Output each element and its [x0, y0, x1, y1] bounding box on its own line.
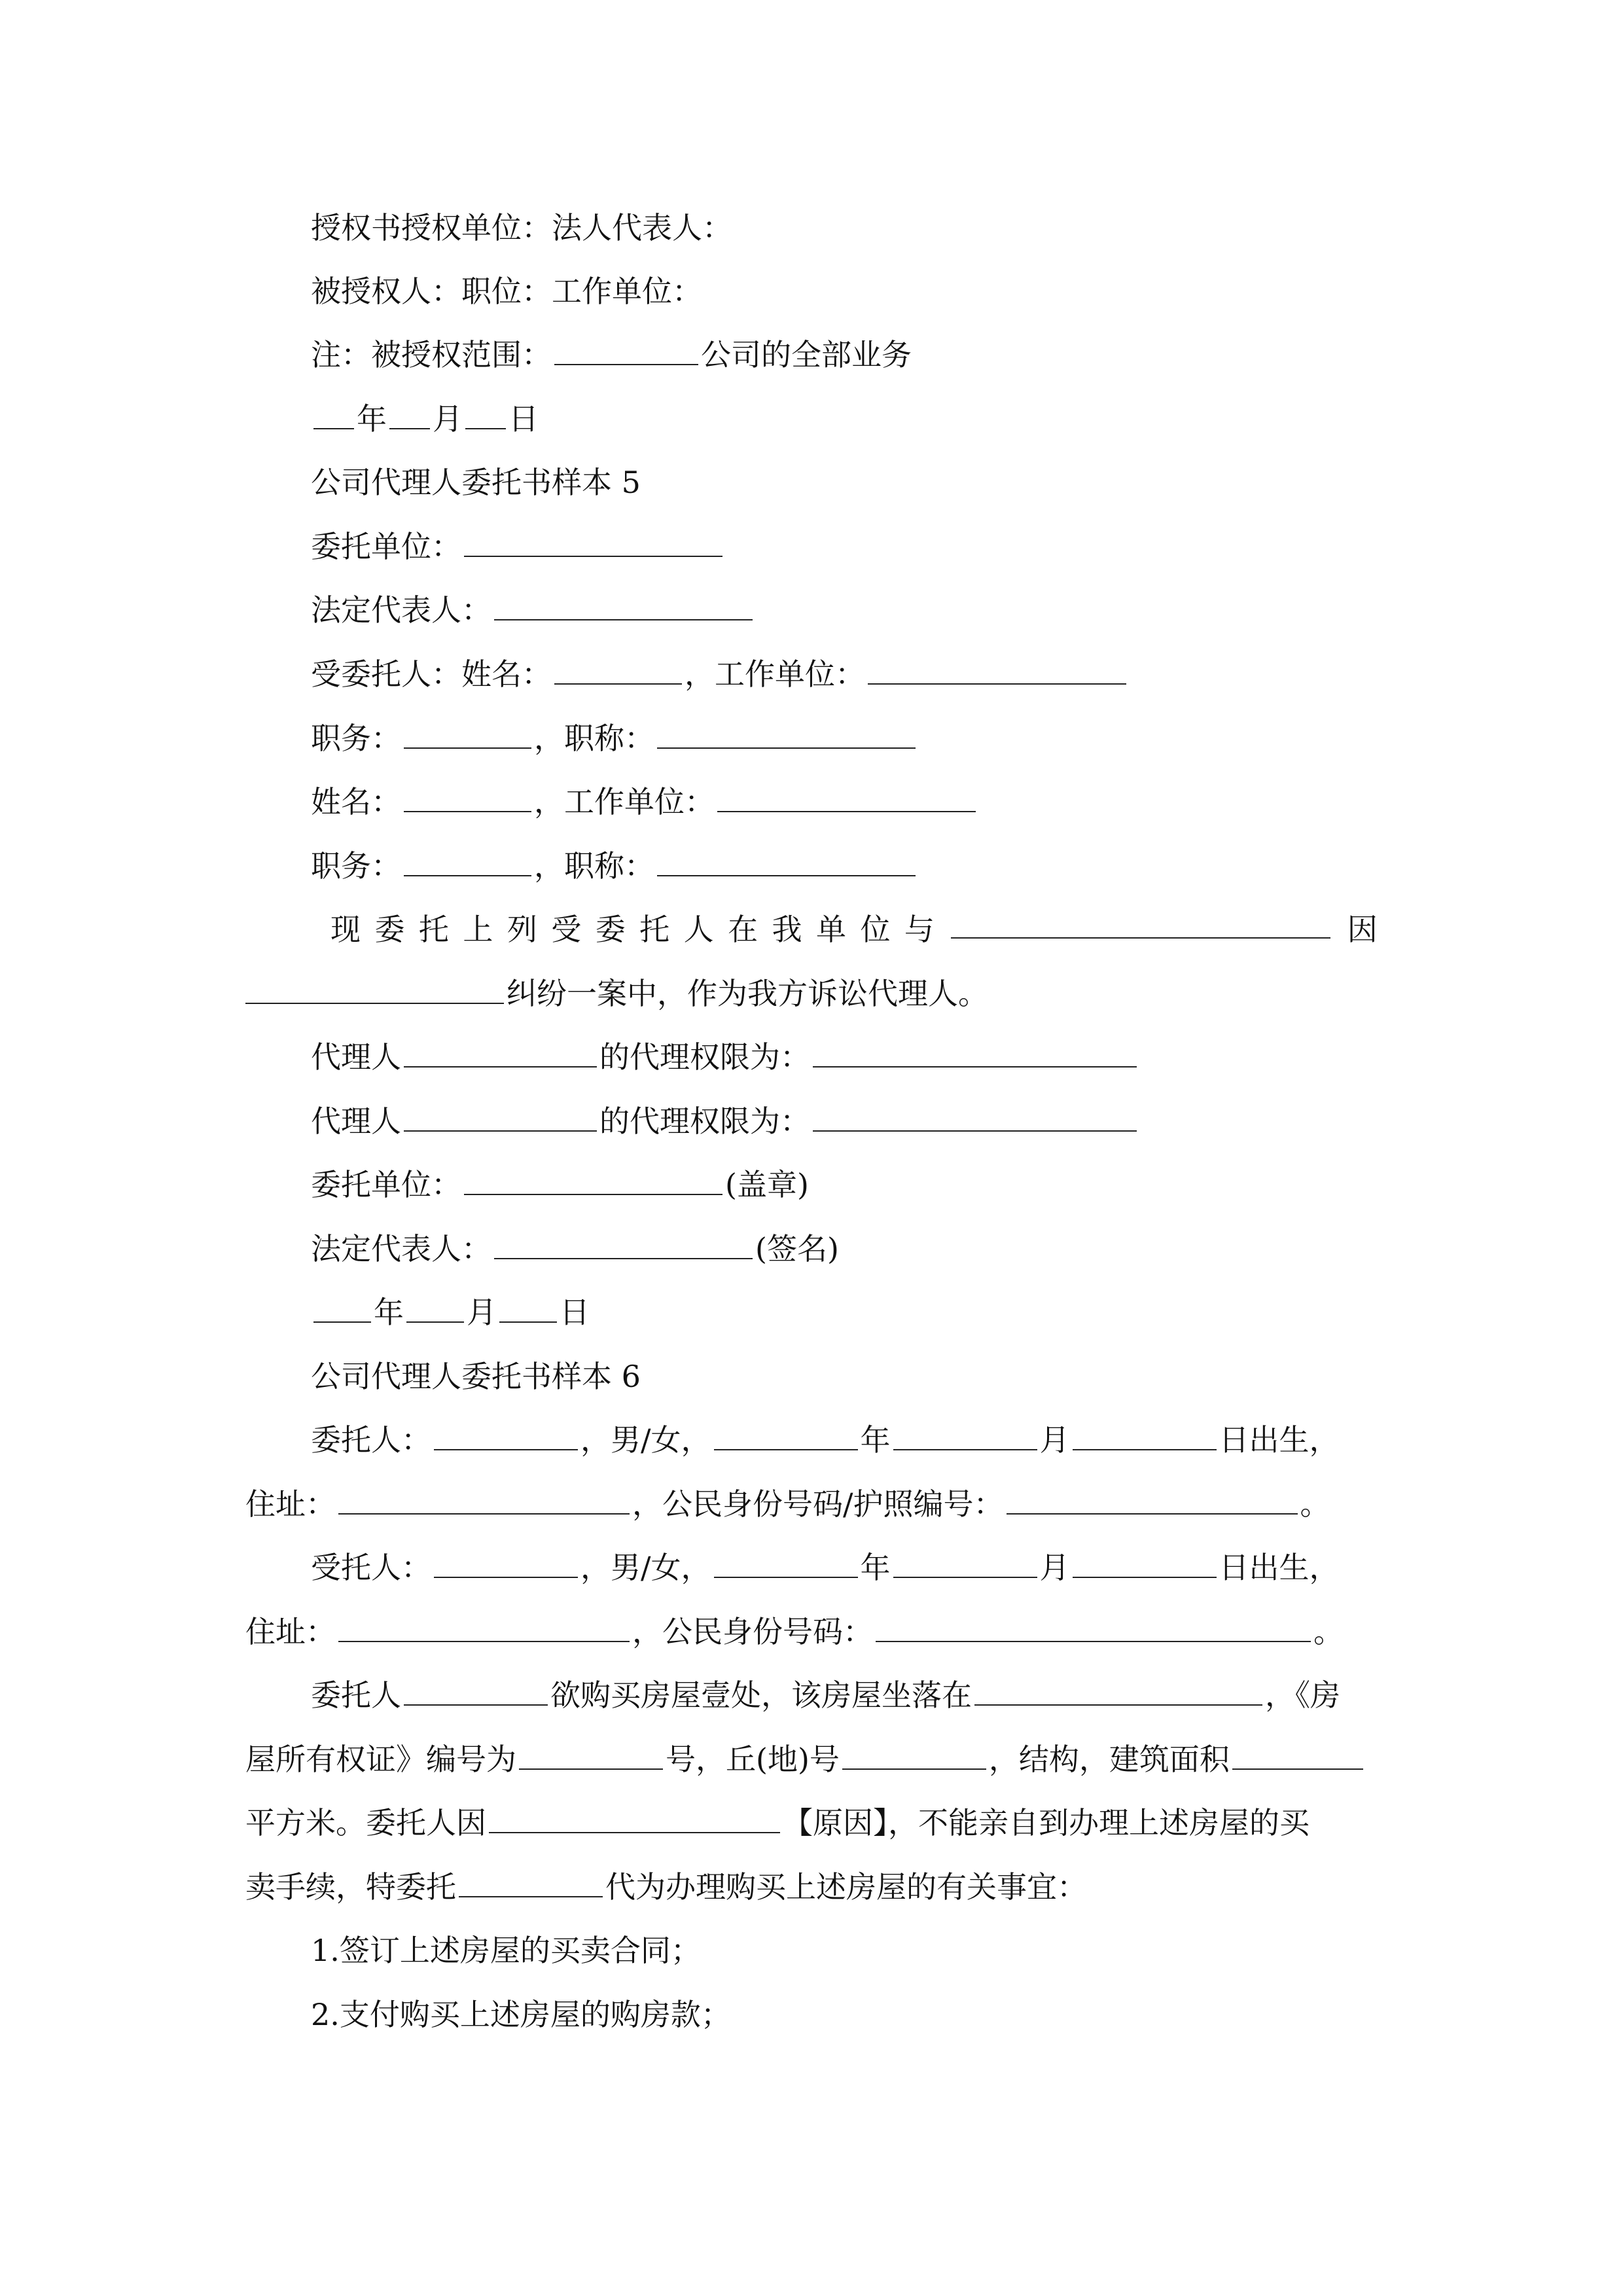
blank-field	[554, 656, 682, 685]
s6-principal-line: 委托人： ，男/女， 年 月 日出生，	[311, 1422, 1340, 1458]
blank-field	[434, 1549, 578, 1578]
blank-day	[465, 401, 506, 429]
blank-field	[657, 720, 916, 749]
s6-principal-address: 住址： ，公民身份号码/护照编号： 。	[245, 1486, 1330, 1522]
blank-field	[338, 1486, 630, 1515]
blank-field	[459, 1869, 603, 1897]
blank-field	[813, 1103, 1137, 1132]
blank-field	[717, 783, 976, 812]
s5-agent-authority-1: 代理人 的代理权限为：	[311, 1037, 1378, 1077]
s5-dispute-line: 纠纷一案中，作为我方诉讼代理人。	[245, 974, 1378, 1013]
s5-name-line: 姓名： ，工作单位：	[311, 782, 1378, 821]
s5-entrusting-unit: 委托单位：	[311, 527, 1378, 566]
blank-day	[499, 1294, 557, 1323]
sample6-title: 公司代理人委托书样本 6	[311, 1359, 641, 1394]
blank-field	[519, 1741, 663, 1770]
blank-field	[876, 1613, 1311, 1642]
blank-field	[404, 720, 531, 749]
list-item: 1.签订上述房屋的买卖合同；	[311, 1933, 701, 1968]
s6-purchase-line-3: 平方米。委托人因 【原因】，不能亲自到办理上述房屋的买	[245, 1805, 1310, 1840]
blank-field	[494, 592, 753, 620]
authorized-person-line: 被授权人：职位：工作单位：	[311, 274, 702, 309]
blank-month	[389, 401, 430, 429]
blank-field	[404, 783, 531, 812]
blank-month	[406, 1294, 464, 1323]
blank-field	[338, 1613, 630, 1642]
blank-field	[951, 910, 1330, 939]
blank-field	[1232, 1741, 1363, 1770]
blank-field	[489, 1804, 780, 1833]
s5-trustee-line: 受委托人：姓名： ，工作单位：	[311, 655, 1378, 694]
blank-day	[1073, 1549, 1217, 1578]
blank-field	[245, 975, 504, 1004]
blank-year	[714, 1549, 858, 1578]
blank-field	[404, 848, 531, 876]
authorization-line: 授权书授权单位：法人代表人：	[311, 210, 732, 245]
s5-entrusting-unit-seal: 委托单位： (盖章)	[311, 1167, 809, 1202]
blank-field	[464, 528, 722, 557]
blank-field	[404, 1677, 548, 1706]
scope-line: 注：被授权范围： 公司的全部业务	[311, 337, 912, 372]
s5-date-line: 年 月 日	[311, 1293, 1378, 1332]
s6-purchase-line-2: 屋所有权证》编号为 号，丘(地)号 ，结构，建筑面积	[245, 1740, 1378, 1779]
blank-field	[404, 1103, 597, 1132]
blank-month	[893, 1549, 1037, 1578]
blank-year	[313, 1294, 371, 1323]
blank-field	[404, 1039, 597, 1067]
blank-year	[313, 401, 354, 429]
blank-field	[494, 1230, 753, 1259]
blank-field	[842, 1741, 986, 1770]
blank-field	[657, 848, 916, 876]
blank-year	[714, 1422, 858, 1450]
blank-field	[813, 1039, 1137, 1067]
blank-field	[974, 1677, 1262, 1706]
s6-purchase-line-4: 卖手续，特委托 代为办理购买上述房屋的有关事宜：	[245, 1869, 1087, 1905]
blank-field	[434, 1422, 578, 1450]
blank-month	[893, 1422, 1037, 1450]
blank-field	[1007, 1486, 1298, 1515]
sample5-title: 公司代理人委托书样本 5	[311, 465, 641, 500]
s5-position-line-2: 职务： ，职称：	[311, 846, 1378, 886]
s6-agent-address: 住址： ，公民身份号码： 。	[245, 1614, 1344, 1649]
s5-legal-rep: 法定代表人：	[311, 590, 1378, 630]
s5-position-line: 职务： ，职称：	[311, 719, 1378, 758]
blank-field	[868, 656, 1126, 685]
s6-agent-line: 受托人： ，男/女， 年 月 日出生，	[311, 1550, 1340, 1585]
blank-day	[1073, 1422, 1217, 1450]
s5-legal-rep-signature: 法定代表人： (签名)	[311, 1231, 839, 1266]
list-item: 2.支付购买上述房屋的购房款；	[311, 1997, 731, 2032]
s6-purchase-line-1: 委托人 欲购买房屋壹处，该房屋坐落在 ，《房	[311, 1677, 1340, 1713]
s5-entrust-statement: 现 委 托 上 列 受 委 托 人 在 我 单 位 与 因	[330, 910, 1378, 949]
s5-agent-authority-2: 代理人 的代理权限为：	[311, 1102, 1378, 1141]
blank-field	[554, 336, 698, 365]
date-line: 年 月 日	[311, 399, 1378, 439]
blank-field	[464, 1166, 722, 1195]
